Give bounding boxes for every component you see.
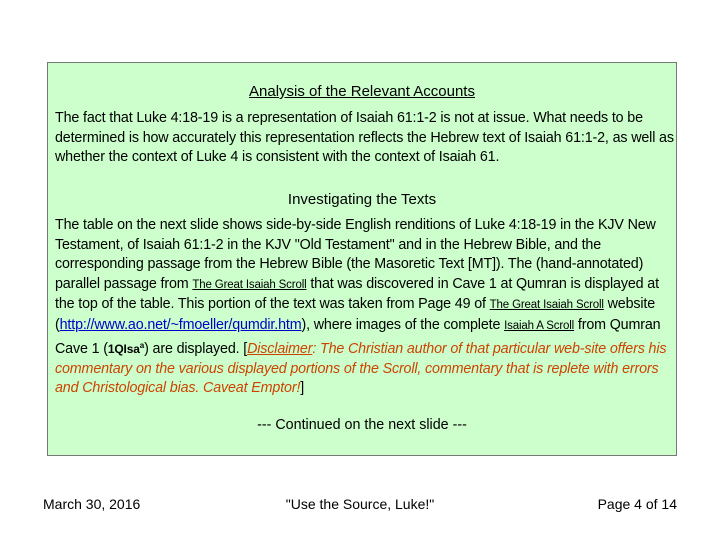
disclaimer-text: : The Christian author of that particular web-site offers his commentary on the various displayed portions of the Scroll, commentary that is replete with errors and Christological bias. Caveat Emptor! [55,341,667,396]
texts-paragraph [55,216,675,399]
para-text: that was discovered in Cave 1 at Qumran is displayed at the top of the table. This portion of the text was taken from Page 49 of [55,275,659,312]
great-isaiah-scroll-reference: The Great Isaiah Scroll [489,299,604,311]
isaiah-a-scroll-reference: Isaiah A Scroll [504,319,575,332]
para-text: ) are displayed. [ [144,341,248,357]
para-text: The table on the next slide shows side-by-side English renditions of Luke 4:18-19 in the KJV New Testament, of Isaiah 61:1-2 in the KJV "Old Testament" and in the Hebrew Bible, and the corresponding passage from the Hebrew Bible (the Masoretic Text [MT]). The (hand-annotated) parallel passage from [55,217,656,292]
website-link[interactable]: http://www.ao.net/~fmoeller/qumdir.htm [59,316,302,333]
footer-page-number: Page 4 of 14 [597,496,677,512]
siglum-base: 1QIsa [107,342,140,356]
para-text: ), where images of the complete [301,316,505,333]
great-isaiah-scroll-reference: The Great Isaiah Scroll [192,278,307,291]
para-text: from Qumran Cave 1 ( [55,316,661,357]
footer-date: March 30, 2016 [43,496,141,512]
para-text: website ( [55,296,656,333]
section-subheading: Investigating the Texts [287,191,437,208]
siglum-superscript: a [139,341,145,350]
continued-note: --- Continued on the next slide --- [257,417,467,433]
scroll-siglum [108,342,144,356]
intro-paragraph: The fact that Luke 4:18-19 is a representation of Isaiah 61:1-2 is not at issue. What needs to be determined is how accurately this representation reflects the Hebrew text of Isaiah 61:1-2, as well as whether the context of Luke 4 is consistent with the context of Isaiah 61. [55,110,674,165]
footer-title: "Use the Source, Luke!" [285,496,435,512]
content-box [47,62,677,456]
para-text: ] [300,380,305,396]
section-heading: Analysis of the Relevant Accounts [249,83,475,100]
disclaimer-label: Disclaimer [247,341,313,357]
